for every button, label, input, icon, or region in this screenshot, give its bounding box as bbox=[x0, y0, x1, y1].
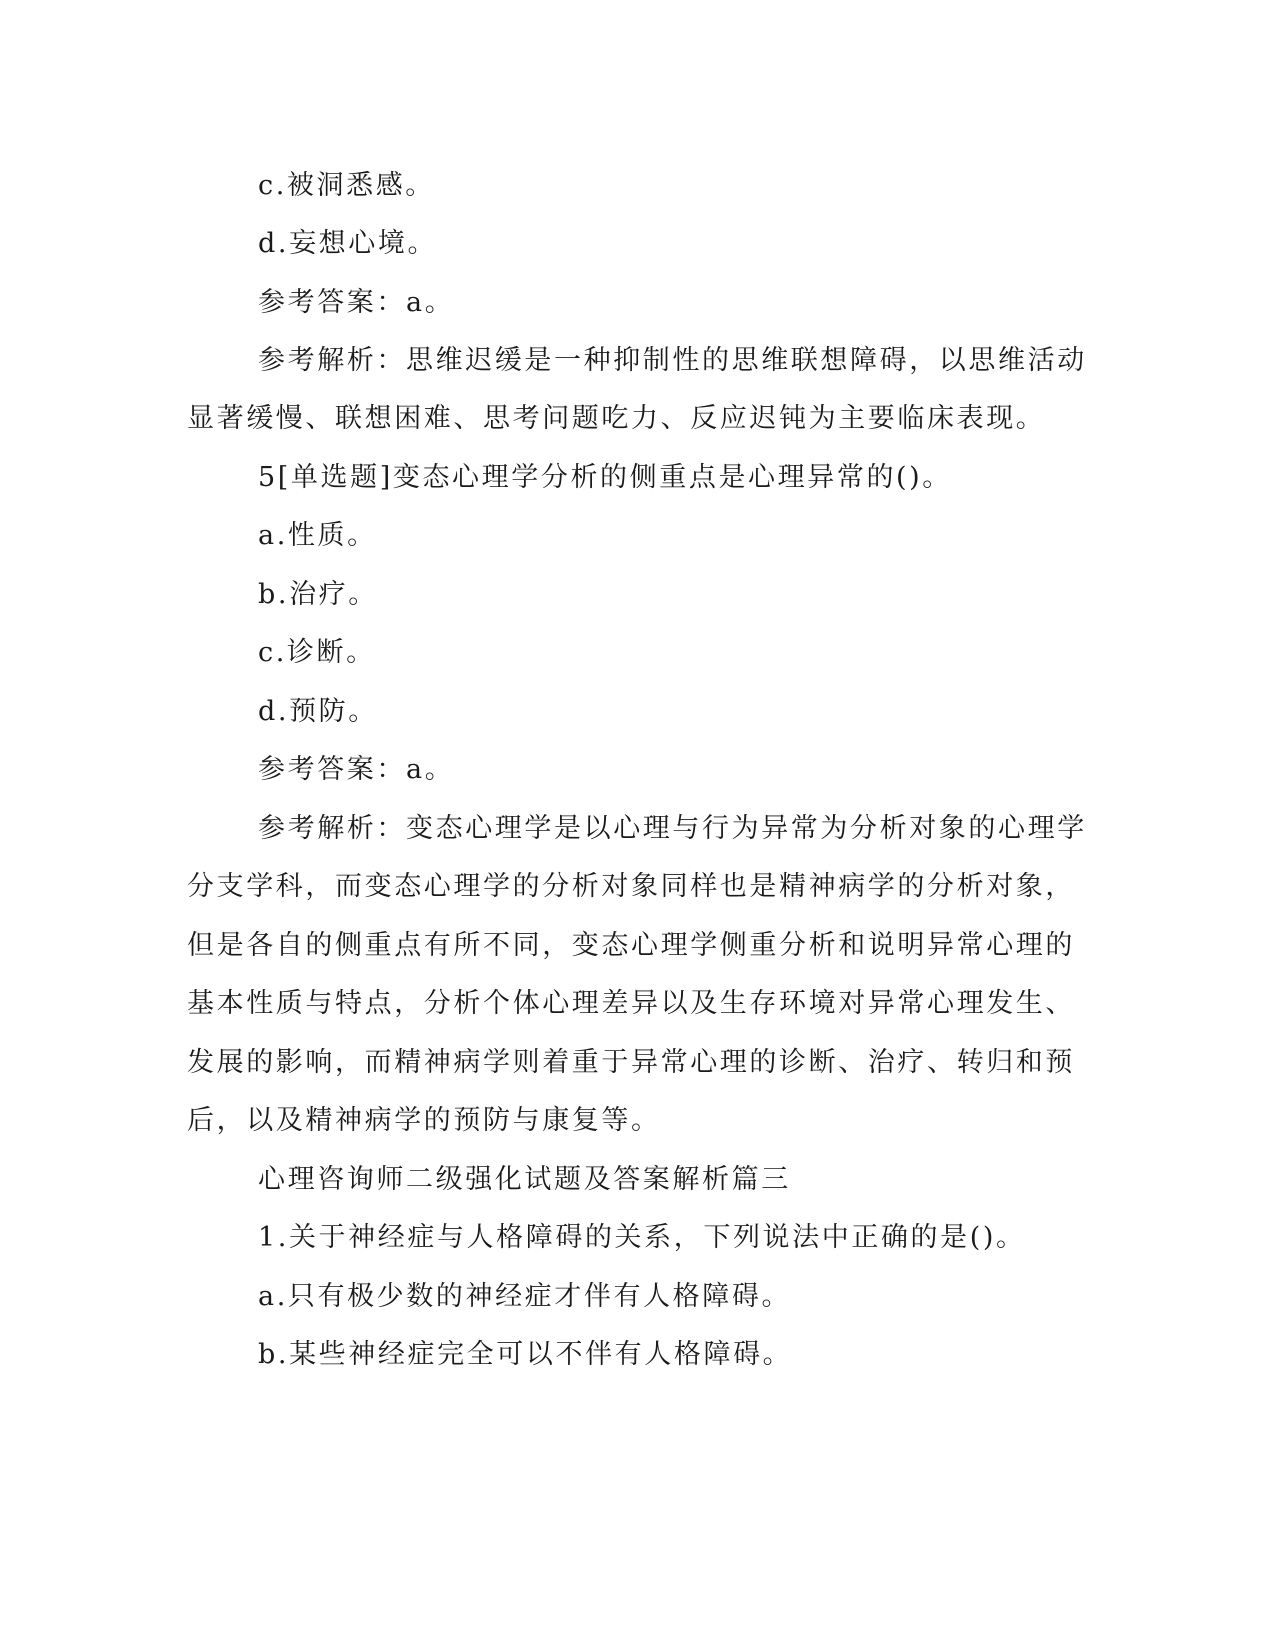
explanation-line: 参考解析：变态心理学是以心理与行为异常为分析对象的心理学 bbox=[258, 813, 1087, 844]
explanation-line: 后，以及精神病学的预防与康复等。 bbox=[187, 1105, 661, 1136]
option-d-line: d.妄想心境。 bbox=[258, 228, 438, 259]
question-line: 5[单选题]变态心理学分析的侧重点是心理异常的()。 bbox=[258, 462, 952, 493]
option-a-line: a.只有极少数的神经症才伴有人格障碍。 bbox=[258, 1281, 792, 1312]
answer-line: 参考答案：a。 bbox=[258, 287, 455, 318]
option-b-line: b.某些神经症完全可以不伴有人格障碍。 bbox=[258, 1339, 793, 1370]
option-a-line: a.性质。 bbox=[258, 520, 377, 551]
explanation-line: 参考解析：思维迟缓是一种抑制性的思维联想障碍，以思维活动 bbox=[258, 345, 1087, 376]
explanation-line: 发展的影响，而精神病学则着重于异常心理的诊断、治疗、转归和预 bbox=[187, 1047, 1075, 1078]
option-c-line: c.诊断。 bbox=[258, 637, 376, 668]
option-d-line: d.预防。 bbox=[258, 696, 378, 727]
option-b-line: b.治疗。 bbox=[258, 579, 378, 610]
explanation-line: 分支学科，而变态心理学的分析对象同样也是精神病学的分析对象， bbox=[187, 871, 1075, 902]
question-line: 1.关于神经症与人格障碍的关系，下列说法中正确的是()。 bbox=[258, 1222, 1026, 1253]
explanation-line: 显著缓慢、联想困难、思考问题吃力、反应迟钝为主要临床表现。 bbox=[187, 403, 1046, 434]
answer-line: 参考答案：a。 bbox=[258, 754, 455, 785]
explanation-line: 但是各自的侧重点有所不同，变态心理学侧重分析和说明异常心理的 bbox=[187, 930, 1075, 961]
section-heading: 心理咨询师二级强化试题及答案解析篇三 bbox=[258, 1164, 791, 1195]
option-c-line: c.被洞悉感。 bbox=[258, 170, 435, 201]
explanation-line: 基本性质与特点，分析个体心理差异以及生存环境对异常心理发生、 bbox=[187, 988, 1075, 1019]
